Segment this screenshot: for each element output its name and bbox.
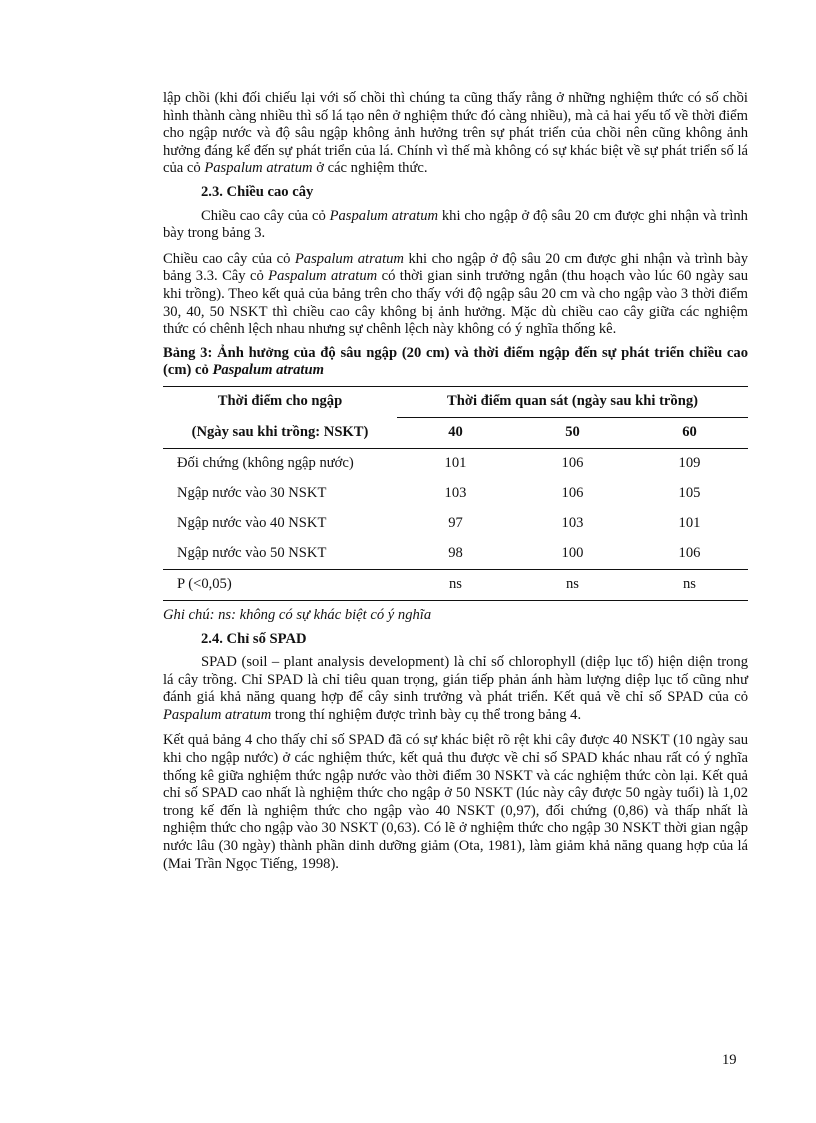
cell-value: ns [566,576,579,593]
cell-value: 109 [678,455,701,472]
row-label: Ngập nước vào 50 NSKT [177,545,327,562]
header-flood-time: Thời điểm cho ngập [217,393,343,410]
row-label: P (<0,05) [177,576,232,593]
cell-value: 100 [561,545,584,562]
species-name: Paspalum atratum [268,268,378,285]
section-heading-2-3: 2.3. Chiều cao cây [201,183,314,200]
species-name: Paspalum atratum [212,362,324,379]
table-p-row [163,569,748,600]
row-label: Ngập nước vào 40 NSKT [177,515,327,532]
paragraph-text: có thời gian sinh trưởng ngắn (thu hoạch vào lúc 60 ngày sau khi trồng). Theo kết quả của bảng trên cho thấy với độ ngập sâu 20 cm và cho ngập vào 3 thời điểm 30, 40, 50 NSKT thì chiều cao cây không bị ảnh hưởng. Mặc dù chiều cao cây giữa các nghiệm thức có chênh lệch nhau nhưng sự chênh lệch này không có ý nghĩa thống kê. [163,268,749,338]
table-3 [163,386,748,601]
cell-value: 106 [561,485,584,502]
page-number: 19 [722,1052,737,1068]
header-day-60: 60 [682,424,697,441]
cell-value: 97 [448,515,463,532]
paragraph-text: trong thí nghiệm được trình bày cụ thể trong bảng 4. [271,706,582,723]
paragraph-height-result [163,251,748,339]
cell-value: 98 [448,545,463,562]
cell-value: 101 [444,455,467,472]
species-name: Paspalum atratum [329,207,439,224]
cell-value: 105 [678,485,701,502]
row-label: Đối chứng (không ngập nước) [177,455,354,472]
species-name: Paspalum atratum [294,250,404,267]
paragraph-text: Chiều cao cây của cỏ [201,207,330,224]
paragraph-spad-intro [163,654,748,724]
paragraph-text: Chiều cao cây của cỏ [163,250,295,267]
paragraph-spad-result: Kết quả bảng 4 cho thấy chỉ số SPAD đã có sự khác biệt rõ rệt khi cây được 40 NSKT (10 ngày sau khi cho ngập nước) ở các nghiệm thức, kết quả thu được về chỉ số SPAD khác nhau rất có ý nghĩa thống kê giữa nghiệm thức ngập nước vào thời điểm 30 NSKT và các nghiệm thức còn lại. Kết quả chỉ số SPAD cao nhất là nghiệm thức cho ngập ở 50 NSKT (lúc này cây được 50 ngày tuổi) là 1,02 trong kế đến là nghiệm thức cho ngập vào 40 NSKT (0,97), đối chứng (0,86) và thấp nhất là nghiệm thức cho ngập vào 30 NSKT (0,63). Có lẽ ở nghiệm thức cho ngập 30 NSKT thời gian ngập nước lâu (30 ngày) thành phần dinh dưỡng giảm (Ota, 1981), làm giảm khả năng quang hợp của lá (Mai Trần Ngọc Tiếng, 1998). [163,732,748,872]
header-flood-time-unit: (Ngày sau khi trồng: NSKT) [191,423,369,440]
paragraph-text: ở các nghiệm thức. [312,160,428,177]
paragraph-text: khi cho ngập ở độ sâu 20 cm được ghi nhận và trình bày trong bảng 3. [163,207,748,242]
table-row [163,539,748,570]
page-body [163,90,748,873]
species-name: Paspalum atratum [163,706,272,723]
cell-value: 103 [561,515,584,532]
table-row [163,479,748,509]
table-row [163,448,748,479]
table-note: Ghi chú: ns: không có sự khác biệt có ý nghĩa [163,606,432,623]
header-day-40: 40 [448,424,463,441]
section-heading-2-4: 2.4. Chỉ số SPAD [201,630,307,647]
paragraph-text: lập chồi (khi đối chiếu lại với số chồi thì chúng ta cũng thấy rằng ở những nghiệm thức có số chồi hình thành càng nhiều thì số lá tạo nên ở nghiệm thức đó càng nhiều), mà cả hai yếu tố về thời điểm cho ngập nước và độ sâu ngập không ảnh hưởng trên sự phát triển của chồi nên cũng không ảnh hưởng đáng kể đến sự phát triển của lá. Chính vì thế mà không có sự khác biệt về sự phát triển số lá của cỏ [163,90,748,177]
cell-value: ns [683,576,696,593]
paragraph-height-intro [163,208,748,243]
table-3-caption [163,345,748,380]
paragraph-text: khi cho ngập ở độ sâu 20 cm được ghi nhận và trình bày bảng 3.3. Cây cỏ [163,250,748,285]
table-header-row [163,386,748,417]
cell-value: ns [449,576,462,593]
cell-value: 106 [678,545,701,562]
header-observation-time: Thời điểm quan sát (ngày sau khi trồng) [397,386,748,417]
cell-value: 106 [561,455,584,472]
table-subheader-row [163,417,748,448]
cell-value: 103 [444,485,467,502]
header-day-50: 50 [565,424,580,441]
cell-value: 101 [678,515,701,532]
table-row [163,509,748,539]
paragraph-leaf-count [163,90,748,178]
species-name: Paspalum atratum [204,160,313,177]
caption-text: Bảng 3: Ảnh hưởng của độ sâu ngập (20 cm) và thời điểm ngập đến sự phát triển chiều cao (cm) cỏ [163,344,748,379]
paragraph-text: SPAD (soil – plant analysis development) là chỉ số chlorophyll (diệp lục tố) hiện diện trong lá cây trồng. Chỉ SPAD là chỉ tiêu quan trọng, gián tiếp phản ánh hàm lượng diệp lục tố cũng như đánh giá khả năng quang hợp để cây sinh trưởng và phát triển. Kết quả về chỉ số SPAD của cỏ [163,654,748,706]
row-label: Ngập nước vào 30 NSKT [177,485,327,502]
